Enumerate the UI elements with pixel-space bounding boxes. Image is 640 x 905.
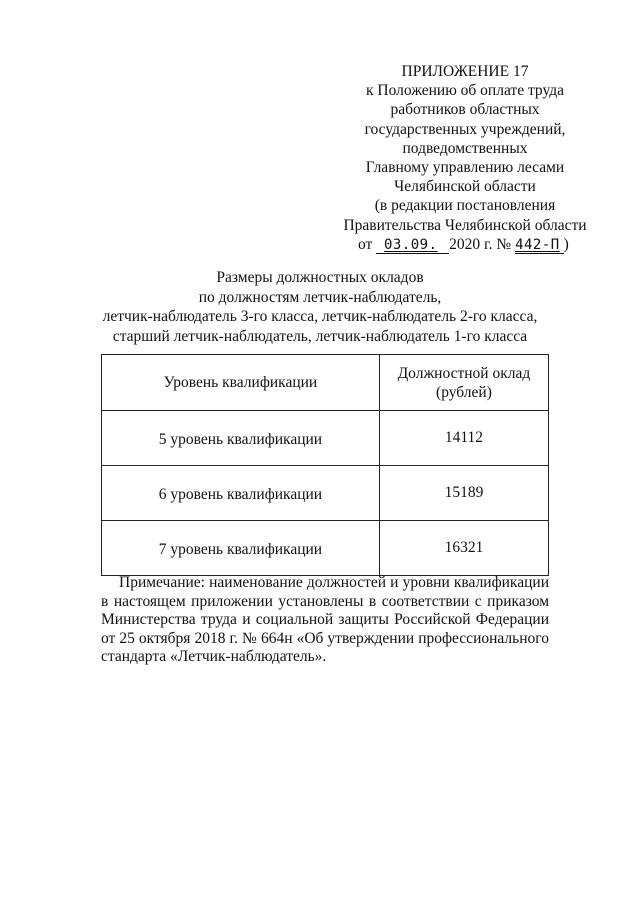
table-row (102, 411, 549, 466)
header-line: к Положению об оплате труда (365, 82, 565, 100)
column-header-salary (379, 355, 548, 411)
qualification-level-cell: 7 уровень квалификации (102, 521, 380, 576)
header-line: работников областных (390, 101, 540, 119)
title-line: старший летчик-наблюдатель, летчик-наблюдатель 1-го класса (112, 327, 528, 345)
qualification-level-cell: 5 уровень квалификации (102, 411, 380, 466)
resolution-number: 442-П (515, 236, 560, 253)
salary-cell: 15189 (379, 466, 548, 521)
date-prefix: от (358, 235, 373, 253)
header-line: Главному управлению лесами (365, 159, 565, 177)
appendix-number: ПРИЛОЖЕНИЕ 17 (401, 63, 529, 80)
salary-header-line1: Должностной оклад (397, 364, 531, 382)
closing-paren: ) (563, 235, 569, 253)
date-year: 2020 г. № (449, 235, 512, 253)
appendix-header (330, 62, 600, 254)
table-row (102, 466, 549, 521)
title-line: по должностям летчик-наблюдатель, (198, 288, 442, 306)
title-line: Размеры должностных окладов (216, 269, 424, 286)
header-line: Правительства Челябинской области (343, 216, 587, 234)
table-row (102, 521, 549, 576)
table-header-row (102, 355, 549, 411)
date-field (376, 237, 449, 254)
header-line: (в редакции постановления (374, 197, 556, 215)
qualification-level-cell: 6 уровень квалификации (102, 466, 380, 521)
date-value: 03.09. (383, 236, 438, 253)
salary-header-line2: (рублей) (436, 383, 492, 401)
number-field (515, 237, 564, 254)
column-header-level: Уровень квалификации (102, 355, 380, 411)
resolution-date-line (330, 235, 600, 254)
header-line: государственных учреждений, (364, 120, 566, 138)
note-paragraph (101, 574, 549, 667)
header-line: подведомственных (402, 139, 528, 157)
document-title (80, 268, 560, 346)
salary-cell: 14112 (379, 411, 548, 466)
note-text: Примечание: наименование должностей и уровни квалификации в настоящем приложении установлены в соответствии с приказом Министерства труда и социальной защиты Российской Федерации от 25 октября 2018 г. № 664н «Об утверждении профессионального стандарта «Летчик-наблюдатель». (101, 574, 549, 665)
salary-cell: 16321 (379, 521, 548, 576)
header-line: Челябинской области (394, 178, 536, 196)
salary-table (101, 354, 549, 576)
title-line: летчик-наблюдатель 3-го класса, летчик-наблюдатель 2-го класса, (102, 308, 538, 325)
